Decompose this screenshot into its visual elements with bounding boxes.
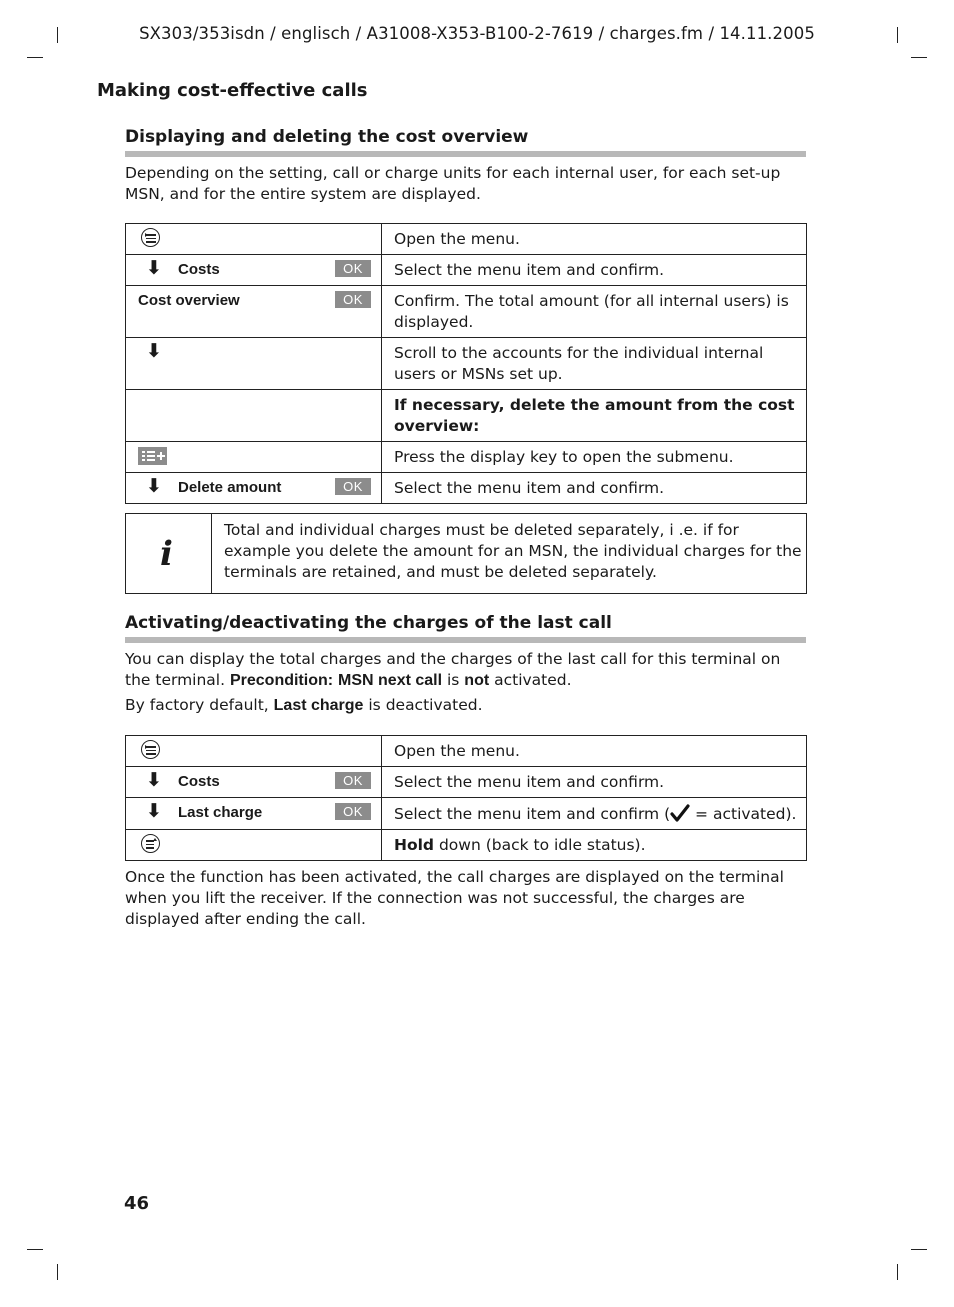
- ok-key[interactable]: OK: [335, 291, 371, 308]
- text-span: is: [442, 671, 465, 689]
- arrow-down-icon[interactable]: ⬇: [146, 475, 162, 497]
- step-desc: Confirm. The total amount (for all internal users) is displayed.: [382, 286, 807, 338]
- display-key-submenu-icon[interactable]: [138, 447, 167, 465]
- step-row: [126, 286, 807, 338]
- bold-text: Last charge: [273, 697, 364, 714]
- menu-item-last-charge[interactable]: Last charge: [178, 804, 263, 821]
- section-title: Making cost-effective calls: [97, 80, 368, 101]
- key-cell: [126, 338, 382, 390]
- step-row: [126, 830, 807, 861]
- crop-mark: [27, 57, 43, 58]
- step-desc: Scroll to the accounts for the individual internal users or MSNs set up.: [382, 338, 807, 390]
- bold-text: Hold: [394, 836, 435, 854]
- text-span: By factory default,: [125, 696, 274, 714]
- info-text: Total and individual charges must be deleted separately, i .e. if for example you delete the amount for an MSN, the individual charges for the terminals are retained, and must be deleted separately.: [224, 521, 802, 581]
- arrow-down-icon[interactable]: ⬇: [146, 257, 162, 279]
- document-header: SX303/353isdn / englisch / A31008-X353-B100-2-7619 / charges.fm / 14.11.2005: [139, 24, 815, 43]
- key-cell: [126, 736, 382, 767]
- key-cell: [126, 442, 382, 473]
- ok-key[interactable]: OK: [335, 478, 371, 495]
- menu-key-icon[interactable]: [141, 228, 160, 247]
- checkmark-icon: [670, 803, 690, 823]
- arrow-down-icon[interactable]: ⬇: [146, 769, 162, 791]
- info-icon: i: [160, 534, 173, 574]
- key-cell: [126, 224, 382, 255]
- precondition-paragraph: [125, 649, 807, 691]
- end-call-key-icon[interactable]: [141, 834, 160, 853]
- steps-table-last-charge: [125, 735, 807, 861]
- arrow-down-icon[interactable]: ⬇: [146, 800, 162, 822]
- step-row: [126, 442, 807, 473]
- ok-key[interactable]: OK: [335, 772, 371, 789]
- key-cell: [126, 390, 382, 442]
- outro-paragraph: Once the function has been activated, the call charges are displayed on the terminal when you lift the receiver. If the connection was not successful, the charges are displayed after ending the call.: [125, 868, 784, 928]
- key-cell: [126, 830, 382, 861]
- info-box: [125, 513, 807, 594]
- step-desc: Select the menu item and confirm.: [382, 767, 807, 798]
- step-row: [126, 767, 807, 798]
- step-row: [126, 798, 807, 830]
- bold-text: not: [464, 672, 490, 689]
- text-span: activated.: [489, 671, 572, 689]
- subsection-title-cost-overview: Displaying and deleting the cost overview: [125, 127, 529, 147]
- crop-mark: [911, 57, 927, 58]
- title-rule: [125, 637, 806, 643]
- crop-mark: [57, 1264, 58, 1280]
- menu-item-delete-amount[interactable]: Delete amount: [178, 479, 282, 496]
- key-cell: [126, 767, 382, 798]
- key-cell: [126, 255, 382, 286]
- ok-key[interactable]: OK: [335, 803, 371, 820]
- intro-paragraph: Depending on the setting, call or charge units for each internal user, for each set-up MSN, and for the entire system are displayed.: [125, 164, 781, 203]
- step-row: [126, 736, 807, 767]
- step-desc: If necessary, delete the amount from the cost overview:: [382, 390, 807, 442]
- key-cell: [126, 473, 382, 504]
- subsection-title-last-call-charges: Activating/deactivating the charges of the last call: [125, 613, 612, 633]
- step-row: [126, 473, 807, 504]
- ok-key[interactable]: OK: [335, 260, 371, 277]
- step-row: [126, 224, 807, 255]
- step-row: [126, 338, 807, 390]
- menu-item-costs[interactable]: Costs: [178, 261, 220, 278]
- text-span: Select the menu item and confirm (: [394, 805, 671, 823]
- crop-mark: [911, 1249, 927, 1250]
- arrow-down-icon[interactable]: ⬇: [146, 340, 162, 362]
- crop-mark: [27, 1249, 43, 1250]
- step-desc: [382, 830, 807, 861]
- info-icon-cell: [126, 514, 212, 593]
- key-cell: [126, 798, 382, 830]
- steps-table-cost-overview: [125, 223, 807, 504]
- bold-text: MSN next call: [338, 672, 443, 689]
- step-desc: Press the display key to open the submenu.: [382, 442, 807, 473]
- step-row: [126, 255, 807, 286]
- crop-mark: [897, 1264, 898, 1280]
- key-cell: [126, 286, 382, 338]
- step-desc: Open the menu.: [382, 736, 807, 767]
- text-span: down (back to idle status).: [434, 836, 646, 854]
- step-desc: [382, 798, 807, 830]
- step-desc: Select the menu item and confirm.: [382, 473, 807, 504]
- page-number: 46: [124, 1193, 150, 1214]
- step-desc: Open the menu.: [382, 224, 807, 255]
- text-span: = activated).: [690, 805, 797, 823]
- step-row: [126, 390, 807, 442]
- menu-key-icon[interactable]: [141, 740, 160, 759]
- menu-item-cost-overview[interactable]: Cost overview: [138, 292, 240, 309]
- bold-text: Precondition:: [229, 672, 334, 689]
- menu-item-costs[interactable]: Costs: [178, 773, 220, 790]
- step-desc: Select the menu item and confirm.: [382, 255, 807, 286]
- text-span: is deactivated.: [363, 696, 483, 714]
- text-span: You can display the total charges and the charges of the last call for this terminal on the terminal.: [125, 650, 781, 689]
- default-paragraph: [125, 695, 807, 716]
- title-rule: [125, 151, 806, 157]
